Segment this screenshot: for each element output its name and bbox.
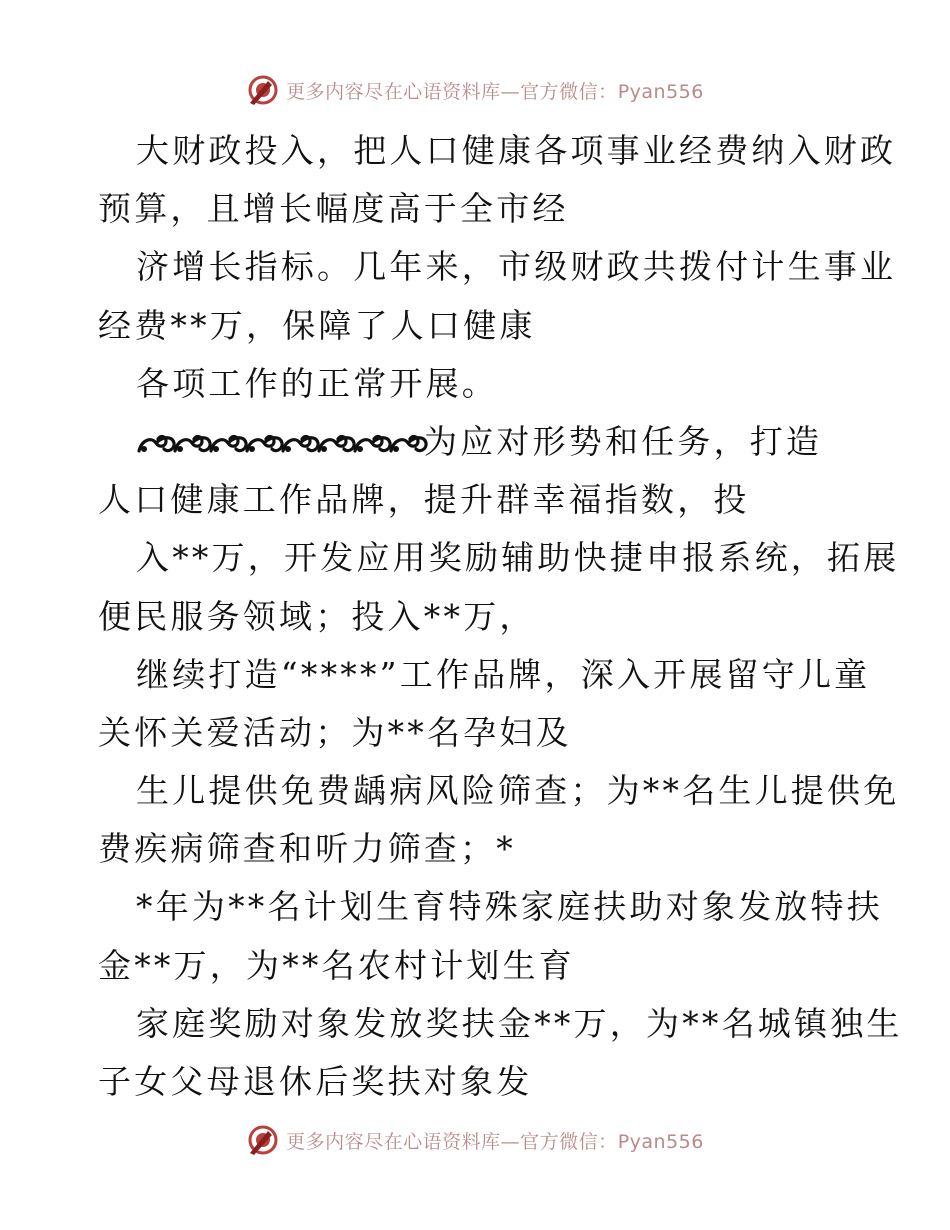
- text-line: *年为**名计划生育特殊家庭扶助对象发放特扶: [136, 887, 883, 927]
- footer-text: 更多内容尽在心语资料库—官方微信：Pyan556: [286, 1130, 704, 1153]
- text-line: 为应对形势和任务，打造: [424, 421, 823, 461]
- swirl-ornament-icon: [388, 431, 428, 457]
- header-banner: [0, 70, 950, 110]
- swirl-ornament-icon: [316, 431, 356, 457]
- swirl-ornament-icon: [280, 431, 320, 457]
- footer-banner: [0, 1120, 950, 1160]
- wechat-id: Pyan556: [617, 80, 704, 103]
- swirl-ornament-icon: [172, 431, 212, 457]
- text-line: 经费**万，保障了人口健康: [98, 305, 536, 345]
- text-line: 大财政投入，把人口健康各项事业经费纳入财政: [136, 131, 897, 170]
- text-line: 关怀关爱活动；为**名孕妇及: [98, 712, 572, 752]
- text-line: 家庭奖励对象发放奖扶金**万，为**名城镇独生: [136, 1003, 903, 1043]
- pen-logo-icon: [246, 1123, 280, 1157]
- text-line: 子女父母退休后奖扶对象发: [98, 1062, 533, 1101]
- ornament-line: [98, 413, 858, 471]
- swirl-ornament-icon: [352, 431, 392, 457]
- swirl-ornament-icon: [208, 431, 248, 457]
- text-line: 入**万，开发应用奖励辅助快捷申报系统，拓展: [136, 538, 900, 578]
- pen-logo-icon: [246, 73, 280, 107]
- text-line: 生儿提供免费龋病风险筛查；为**名生儿提供免: [136, 771, 900, 811]
- text-line: 人口健康工作品牌，提升群幸福指数，投: [98, 480, 750, 520]
- text-line: 便民服务领域；投入**万，: [98, 596, 536, 636]
- text-line: 费疾病筛查和听力筛查；*: [98, 829, 516, 869]
- text-line: 继续打造“****”工作品牌，深入开展留守儿童: [136, 654, 871, 694]
- document-body: [98, 122, 903, 1111]
- text-line: 预算，且增长幅度高于全市经: [98, 189, 569, 229]
- swirl-ornament-icon: [244, 431, 284, 457]
- header-text: 更多内容尽在心语资料库—官方微信：Pyan556: [286, 80, 704, 103]
- text-line: 金**万，为**名农村计划生育: [98, 945, 575, 985]
- swirl-ornament-group: [136, 422, 424, 461]
- wechat-id: Pyan556: [617, 1130, 704, 1153]
- swirl-ornament-icon: [136, 431, 176, 457]
- text-line: 济增长指标。几年来，市级财政共拨付计生事业: [136, 247, 897, 287]
- text-line: 各项工作的正常开展。: [136, 363, 498, 403]
